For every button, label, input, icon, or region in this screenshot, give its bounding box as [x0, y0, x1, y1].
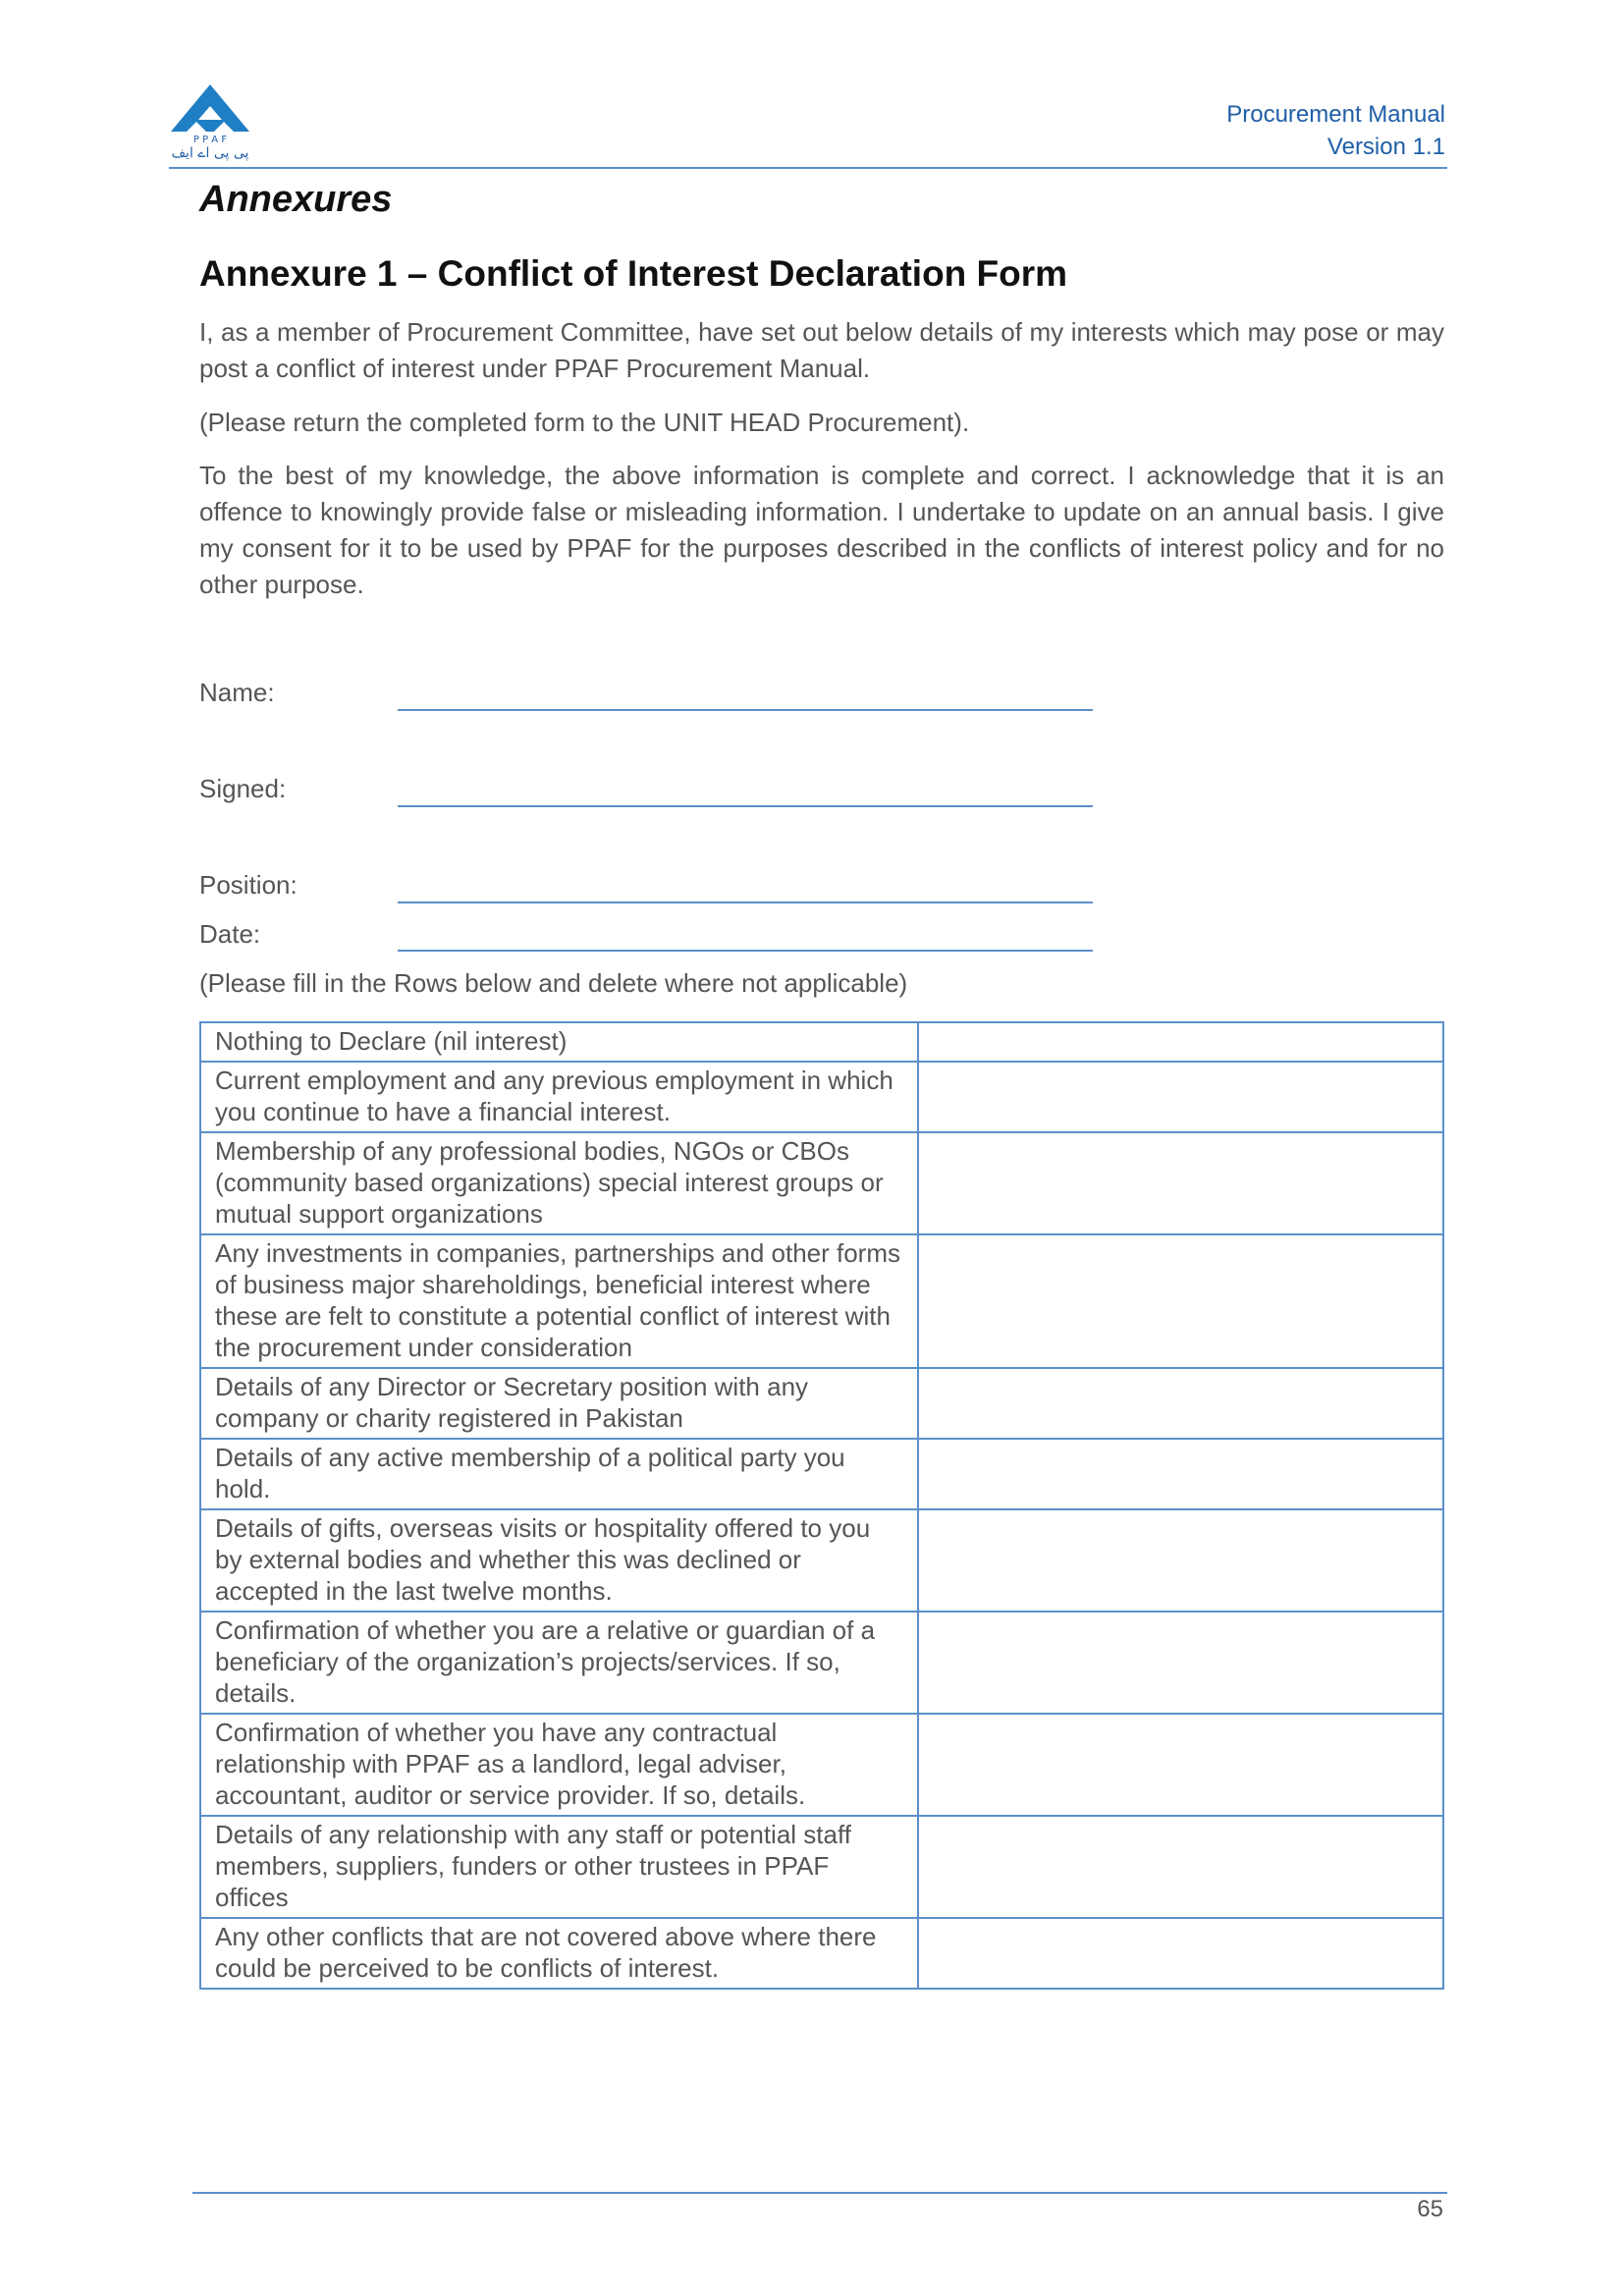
position-field[interactable]	[398, 902, 1093, 903]
table-row	[200, 1439, 1443, 1509]
table-row	[200, 1509, 1443, 1612]
table-row	[200, 1234, 1443, 1368]
declaration-answer-cell[interactable]	[918, 1234, 1443, 1368]
date-label: Date:	[199, 919, 261, 949]
table-row	[200, 1918, 1443, 1989]
declaration-answer-cell[interactable]	[918, 1714, 1443, 1816]
ppaf-logo-icon	[169, 82, 251, 143]
declaration-question: Details of any relationship with any staff or potential staff members, suppliers, funders or other trustees in PPAF offices	[200, 1816, 918, 1918]
manual-title: Procurement Manual	[1226, 101, 1445, 128]
footer-divider	[192, 2192, 1447, 2194]
declaration-question: Confirmation of whether you have any contractual relationship with PPAF as a landlord, legal adviser, accountant, auditor or service provider. If so, details.	[200, 1714, 918, 1816]
table-row	[200, 1132, 1443, 1234]
table-row	[200, 1612, 1443, 1714]
declaration-answer-cell[interactable]	[918, 1368, 1443, 1439]
declaration-table	[199, 1021, 1444, 1990]
return-instruction: (Please return the completed form to the UNIT HEAD Procurement).	[199, 408, 970, 437]
table-row	[200, 1022, 1443, 1062]
table-note: (Please fill in the Rows below and delete where not applicable)	[199, 968, 908, 998]
declaration-question: Membership of any professional bodies, NGOs or CBOs (community based organizations) special interest groups or mutual support organizations	[200, 1132, 918, 1234]
position-label: Position:	[199, 870, 298, 900]
declaration-answer-cell[interactable]	[918, 1062, 1443, 1132]
declaration-question: Details of any Director or Secretary position with any company or charity registered in Pakistan	[200, 1368, 918, 1439]
header-divider	[169, 167, 1447, 169]
intro-paragraph: I, as a member of Procurement Committee, have set out below details of my interests which may pose or may post a conflict of interest under PPAF Procurement Manual.	[199, 317, 1444, 383]
declaration-question: Confirmation of whether you are a relative or guardian of a beneficiary of the organization’s projects/services. If so, details.	[200, 1612, 918, 1714]
consent-paragraph: To the best of my knowledge, the above information is complete and correct. I acknowledge that it is an offence to knowingly provide false or misleading information. I undertake to update on an annual basis. I give my consent for it to be used by PPAF for the purposes described in the conflicts of interest policy and for no other purpose.	[199, 461, 1444, 599]
declaration-question: Details of gifts, overseas visits or hospitality offered to you by external bodies and whether this was declined or accepted in the last twelve months.	[200, 1509, 918, 1612]
declaration-question: Nothing to Declare (nil interest)	[200, 1022, 918, 1062]
logo-urdu-text: پی پی اے ایف	[171, 145, 249, 161]
declaration-question: Any other conflicts that are not covered above where there could be perceived to be conflicts of interest.	[200, 1918, 918, 1989]
signature-field[interactable]	[398, 805, 1093, 807]
table-row	[200, 1062, 1443, 1132]
ppaf-logo	[169, 82, 251, 167]
header-right	[1226, 98, 1445, 163]
declaration-question: Current employment and any previous employment in which you continue to have a financial interest.	[200, 1062, 918, 1132]
declaration-answer-cell[interactable]	[918, 1022, 1443, 1062]
table-row	[200, 1816, 1443, 1918]
declaration-answer-cell[interactable]	[918, 1439, 1443, 1509]
table-row	[200, 1368, 1443, 1439]
section-title: Annexures	[199, 179, 393, 220]
declaration-answer-cell[interactable]	[918, 1509, 1443, 1612]
signed-label: Signed:	[199, 774, 287, 803]
declaration-answer-cell[interactable]	[918, 1816, 1443, 1918]
manual-version: Version 1.1	[1326, 134, 1445, 160]
page-number: 65	[1417, 2196, 1443, 2222]
logo-letters: P P A F	[192, 135, 228, 143]
declaration-answer-cell[interactable]	[918, 1132, 1443, 1234]
name-label: Name:	[199, 678, 275, 707]
declaration-answer-cell[interactable]	[918, 1612, 1443, 1714]
declaration-question: Details of any active membership of a political party you hold.	[200, 1439, 918, 1509]
name-field[interactable]	[398, 709, 1093, 711]
date-field[interactable]	[398, 950, 1093, 952]
declaration-answer-cell[interactable]	[918, 1918, 1443, 1989]
declaration-question: Any investments in companies, partnerships and other forms of business major shareholdings, beneficial interest where these are felt to constitute a potential conflict of interest with the procurement under consideration	[200, 1234, 918, 1368]
table-row	[200, 1714, 1443, 1816]
annex-title: Annexure 1 – Conflict of Interest Declaration Form	[199, 253, 1068, 294]
